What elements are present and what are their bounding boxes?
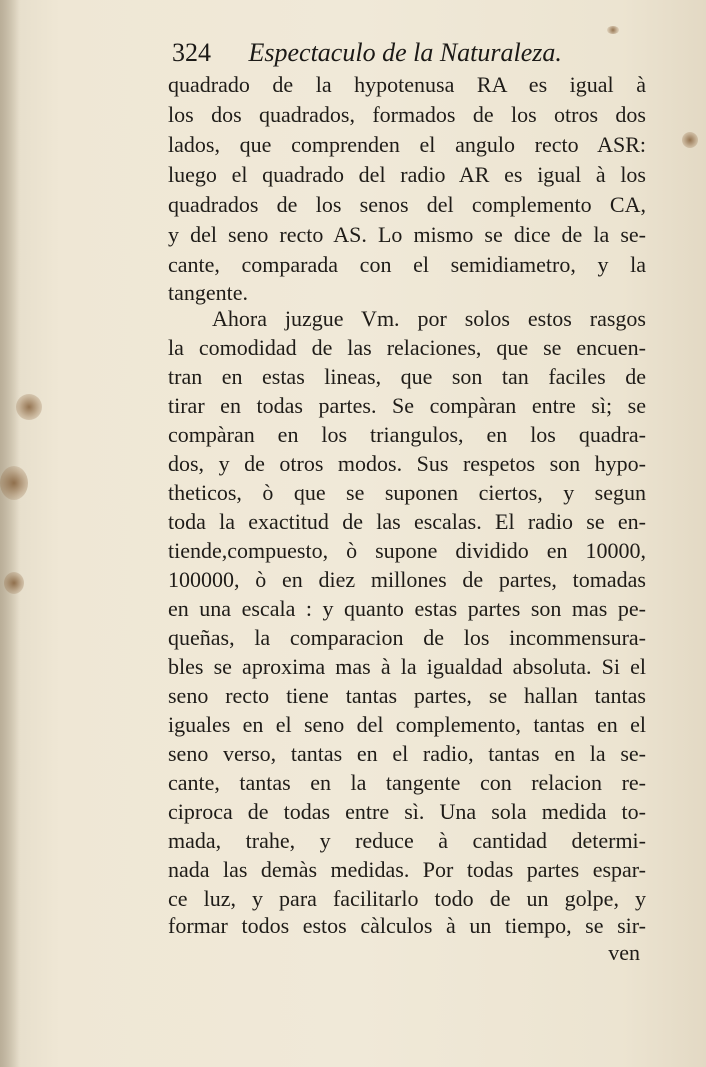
- text-line: tangente.: [168, 280, 249, 305]
- text-line: mada, trahe, y reduce à cantidad determi-: [168, 828, 646, 853]
- foxing-stain: [4, 572, 24, 594]
- text-line: lados, que comprenden el angulo recto ASR:: [168, 132, 646, 157]
- catchword: ven: [608, 940, 640, 965]
- text-line: formar todos estos càlculos à un tiempo, se sir-: [168, 913, 646, 938]
- text-line: 100000, ò en diez millones de partes, tomadas: [168, 567, 646, 592]
- page-number: 324: [172, 38, 211, 67]
- gutter-shadow: [0, 0, 20, 1067]
- text-line: toda la exactitud de las escalas. El radio se en-: [168, 509, 646, 534]
- page-header: [172, 38, 592, 72]
- text-line: quadrados de los senos del complemento CA,: [168, 192, 646, 217]
- text-line: compàran en los triangulos, en los quadra-: [168, 422, 646, 447]
- text-line: cante, comparada con el semidiametro, y la: [168, 252, 646, 277]
- text-line: en una escala : y quanto estas partes son mas pe-: [168, 596, 646, 621]
- foxing-stain: [607, 26, 619, 34]
- text-line: luego el quadrado del radio AR es igual à los: [168, 162, 646, 187]
- foxing-stain: [682, 132, 698, 148]
- text-line: la comodidad de las relaciones, que se encuen-: [168, 335, 646, 360]
- text-line: quadrado de la hypotenusa RA es igual à: [168, 72, 646, 97]
- text-line: los dos quadrados, formados de los otros dos: [168, 102, 646, 127]
- text-line: dos, y de otros modos. Sus respetos son hypo-: [168, 451, 646, 476]
- text-line: tirar en todas partes. Se compàran entre sì; se: [168, 393, 646, 418]
- text-line: cante, tantas en la tangente con relacion re-: [168, 770, 646, 795]
- running-title: Espectaculo de la Naturaleza.: [248, 38, 562, 67]
- text-line: ce luz, y para facilitarlo todo de un golpe, y: [168, 886, 646, 911]
- text-line: tiende,compuesto, ò supone dividido en 10000,: [168, 538, 646, 563]
- text-line: iguales en el seno del complemento, tantas en el: [168, 712, 646, 737]
- text-line: ciproca de todas entre sì. Una sola medida to-: [168, 799, 646, 824]
- text-line: theticos, ò que se suponen ciertos, y segun: [168, 480, 646, 505]
- text-line: seno recto tiene tantas partes, se hallan tantas: [168, 683, 646, 708]
- text-line: bles se aproxima mas à la igualdad absoluta. Si el: [168, 654, 646, 679]
- foxing-stain: [16, 394, 42, 420]
- text-line: y del seno recto AS. Lo mismo se dice de la se-: [168, 222, 646, 247]
- paragraph-first-line: Ahora juzgue Vm. por solos estos rasgos: [212, 306, 646, 331]
- text-line: tran en estas lineas, que son tan faciles de: [168, 364, 646, 389]
- text-line: seno verso, tantas en el radio, tantas en la se-: [168, 741, 646, 766]
- foxing-stain: [0, 466, 28, 500]
- text-line: queñas, la comparacion de los incommensura-: [168, 625, 646, 650]
- text-line: nada las demàs medidas. Por todas partes espar-: [168, 857, 646, 882]
